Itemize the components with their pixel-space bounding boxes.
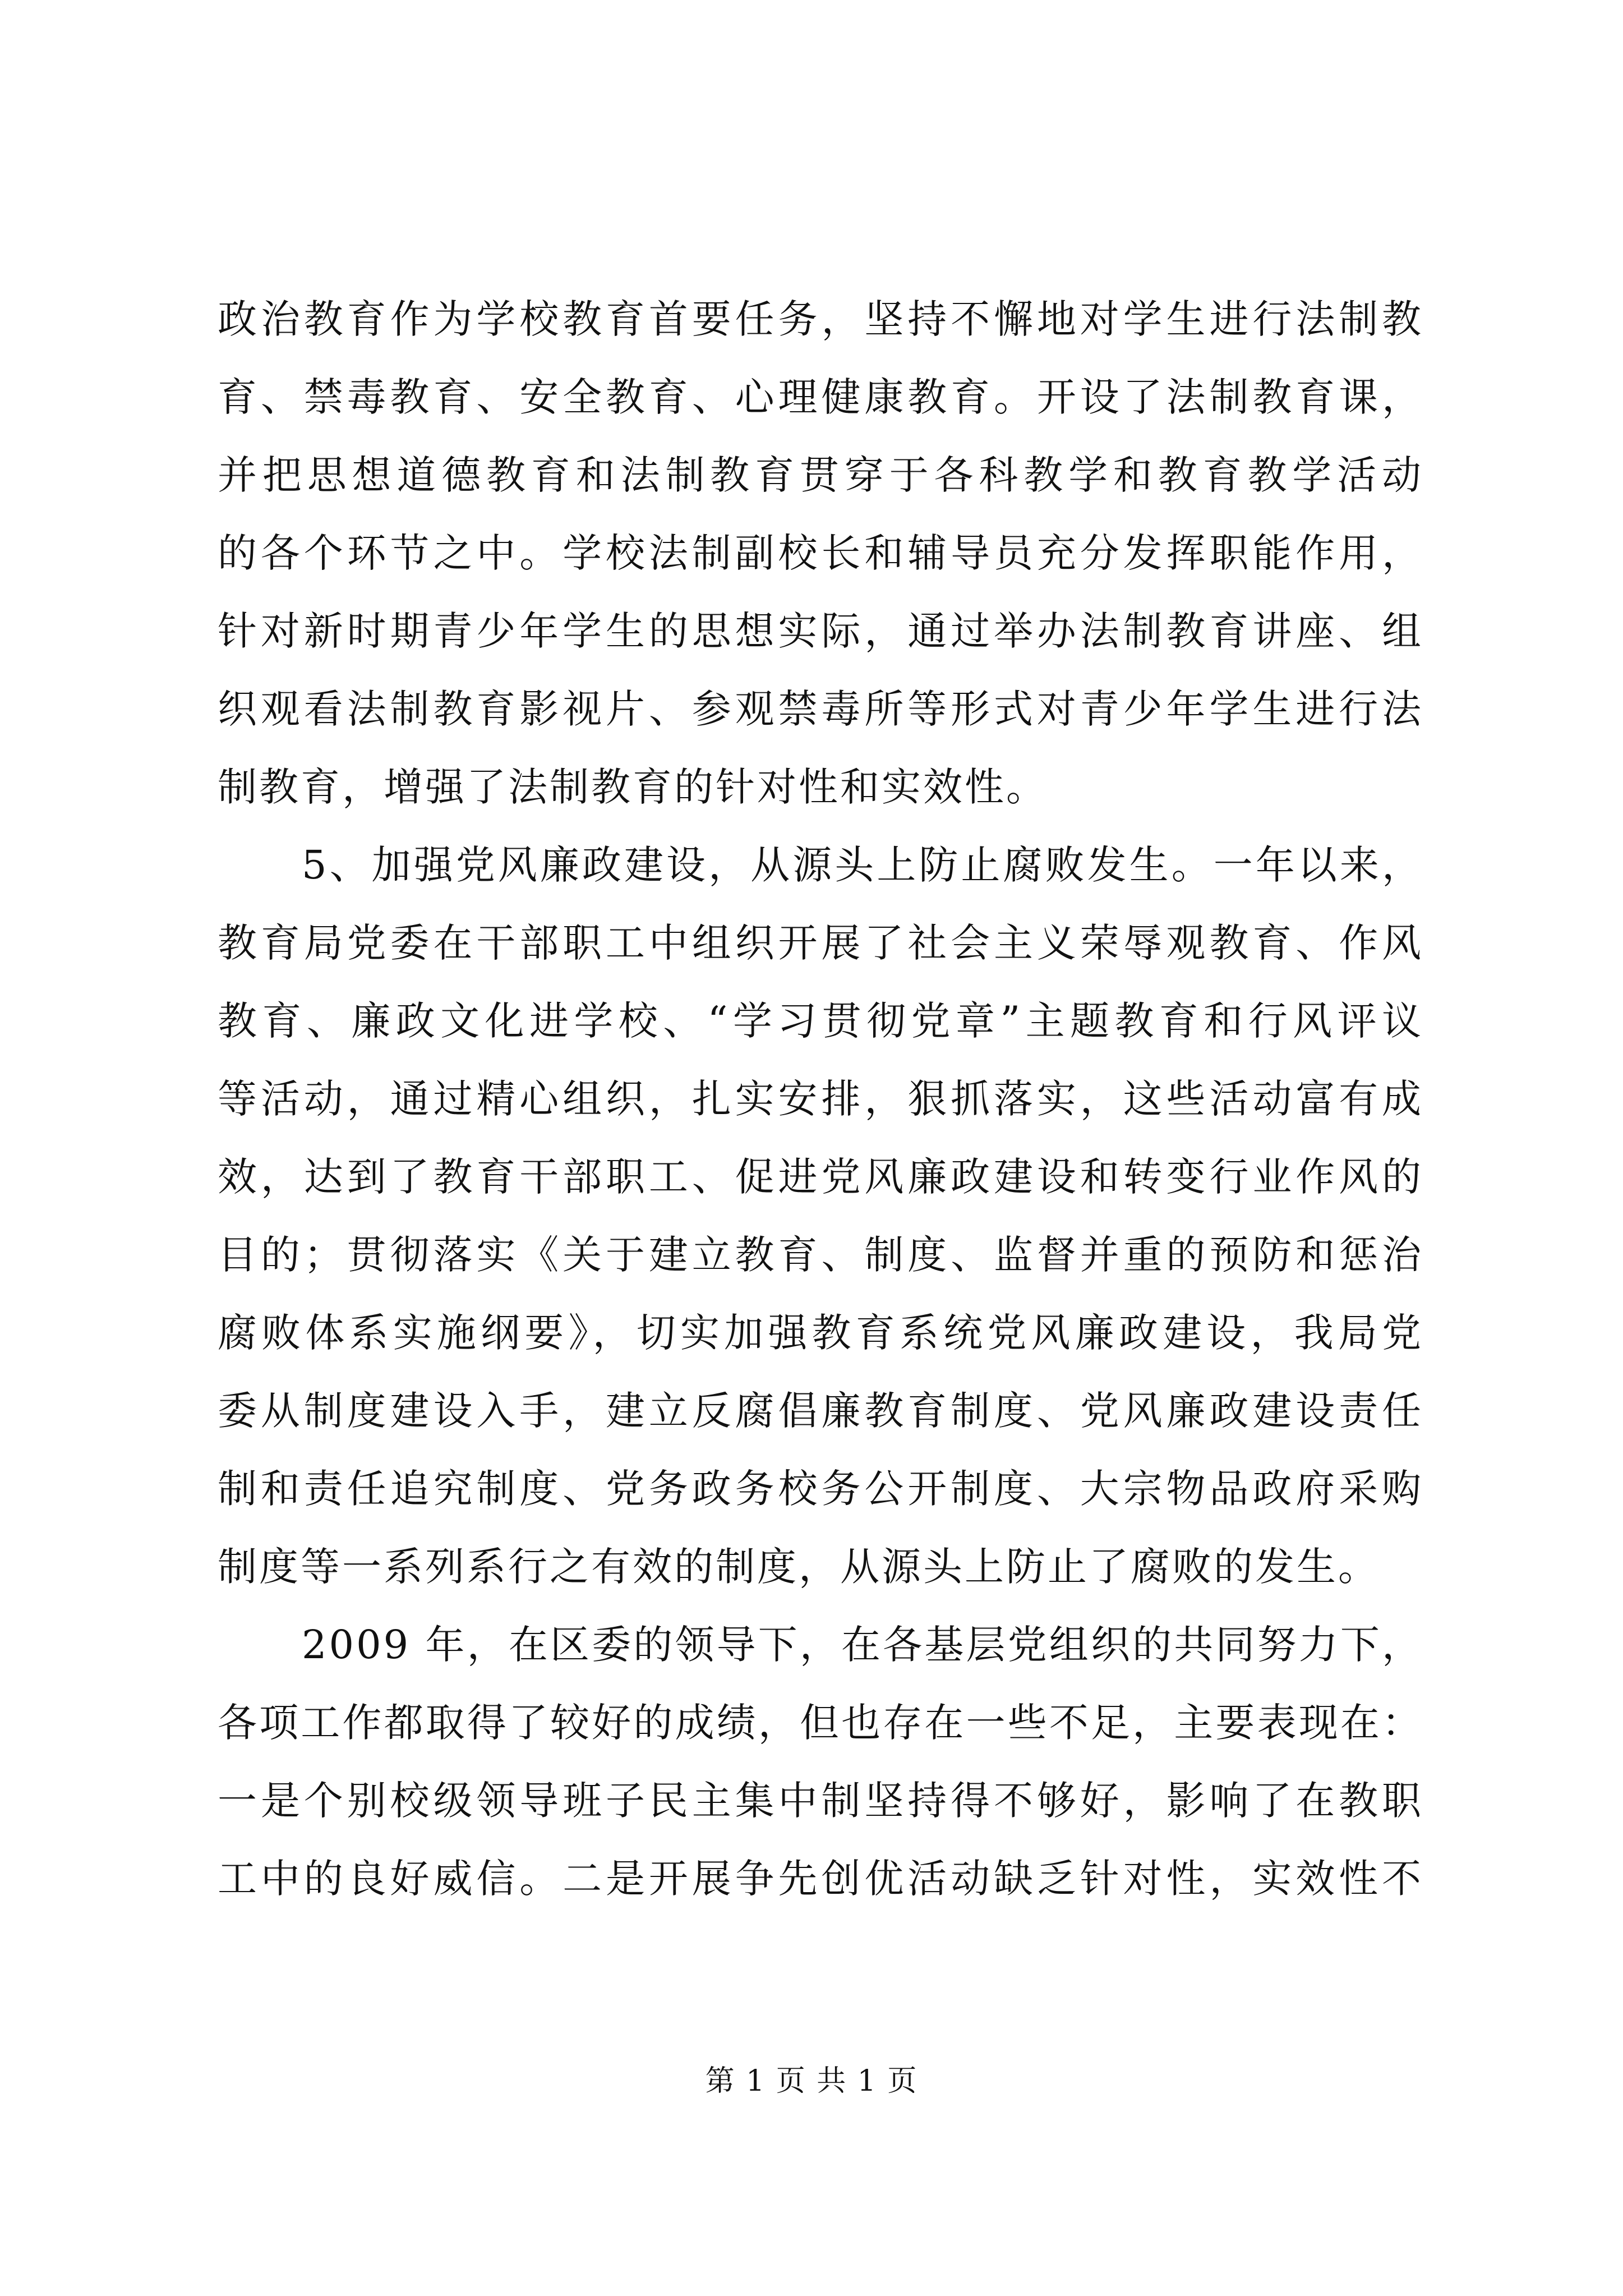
- text-line: 织观看法制教育影视片、参观禁毒所等形式对青少年学生进行法: [218, 686, 1423, 732]
- paragraph-start-line: 5、加强党风廉政建设，从源头上防止腐败发生。一年以来，: [302, 842, 1423, 888]
- text-line: 制教育，增强了法制教育的针对性和实效性。: [218, 764, 1048, 810]
- text-line: 针对新时期青少年学生的思想实际，通过举办法制教育讲座、组: [218, 608, 1423, 654]
- text-line: 的各个环节之中。学校法制副校长和辅导员充分发挥职能作用，: [218, 530, 1423, 576]
- text-line: 一是个别校级领导班子民主集中制坚持得不够好，影响了在教职: [218, 1778, 1423, 1824]
- text-line: 工中的良好威信。二是开展争先创优活动缺乏针对性，实效性不: [218, 1856, 1423, 1902]
- text-line: 效，达到了教育干部职工、促进党风廉政建设和转变行业作风的: [218, 1154, 1423, 1200]
- text-line: 制度等一系列系行之有效的制度，从源头上防止了腐败的发生。: [218, 1544, 1380, 1590]
- text-line: 各项工作都取得了较好的成绩，但也存在一些不足，主要表现在：: [218, 1700, 1423, 1746]
- text-line: 教育局党委在干部职工中组织开展了社会主义荣辱观教育、作风: [218, 920, 1423, 966]
- text-line: 并把思想道德教育和法制教育贯穿于各科教学和教育教学活动: [218, 452, 1423, 498]
- document-body: [218, 280, 1423, 1918]
- text-line: 委从制度建设入手，建立反腐倡廉教育制度、党风廉政建设责任: [218, 1388, 1423, 1434]
- text-line: 腐败体系实施纲要》，切实加强教育系统党风廉政建设，我局党: [218, 1310, 1423, 1356]
- text-line: 教育、廉政文化进学校、“学习贯彻党章”主题教育和行风评议: [218, 998, 1423, 1044]
- text-line: 目的；贯彻落实《关于建立教育、制度、监督并重的预防和惩治: [218, 1232, 1423, 1278]
- text-line: 等活动，通过精心组织，扎实安排，狠抓落实，这些活动富有成: [218, 1076, 1423, 1122]
- text-line: 育、禁毒教育、安全教育、心理健康教育。开设了法制教育课，: [218, 374, 1423, 420]
- text-line: 制和责任追究制度、党务政务校务公开制度、大宗物品政府采购: [218, 1466, 1423, 1512]
- paragraph-start-line: 2009 年，在区委的领导下，在各基层党组织的共同努力下，: [302, 1622, 1423, 1668]
- page-number-footer: 第 1 页 共 1 页: [705, 2064, 918, 2098]
- text-line: 政治教育作为学校教育首要任务，坚持不懈地对学生进行法制教: [218, 296, 1423, 342]
